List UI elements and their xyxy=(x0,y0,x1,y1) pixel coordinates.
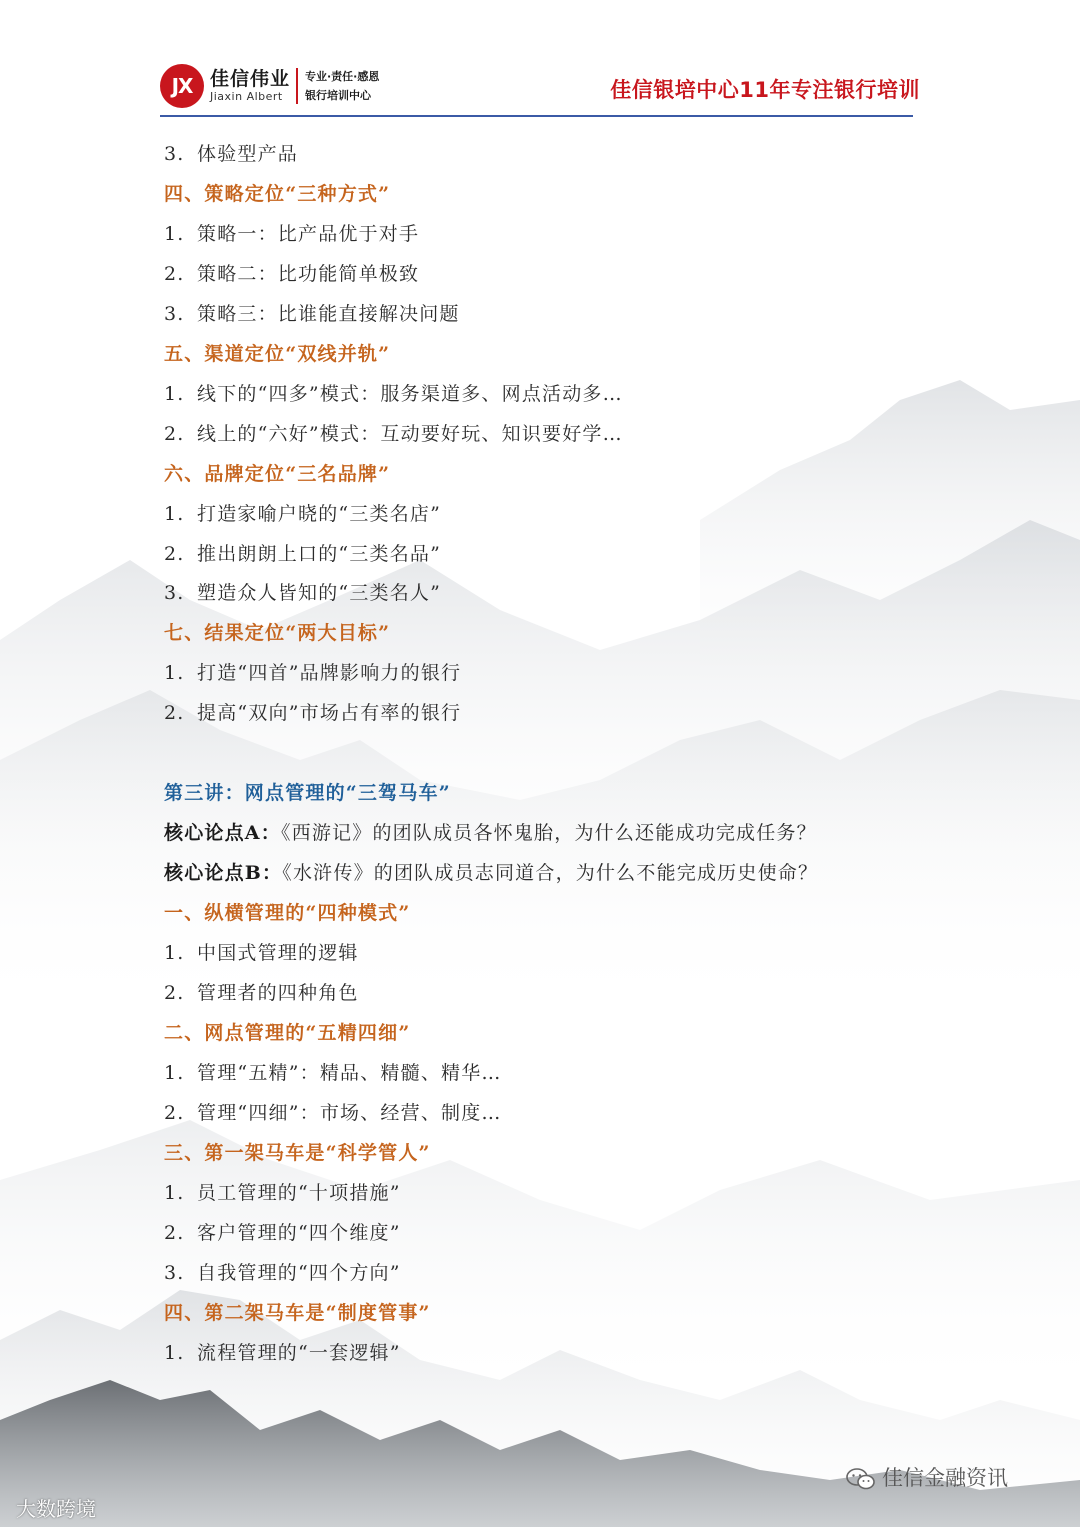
watermark-left: 大数跨境 xyxy=(16,1497,96,1521)
list-item-text: 流程管理的“一套逻辑” xyxy=(197,1341,401,1364)
list-item xyxy=(164,939,359,967)
list-item-number: 2. xyxy=(164,1221,185,1244)
list-item xyxy=(164,699,461,727)
list-item-number: 1. xyxy=(164,662,185,685)
list-item-number: 3. xyxy=(164,302,185,325)
list-item-text: 提高“双向”市场占有率的银行 xyxy=(197,702,462,725)
list-item-number: 1. xyxy=(164,1341,185,1364)
watermark-right-text: 佳信金融资讯 xyxy=(882,1466,1008,1490)
section-heading: 五、渠道定位“双线并轨” xyxy=(164,342,391,365)
list-item-text: 管理者的四种角色 xyxy=(197,981,359,1004)
list-item-text: 管理“五精”：精品、精髓、精华… xyxy=(197,1061,502,1084)
core-argument-text: 《水浒传》的团队成员志同道合，为什么不能完成历史使命？ xyxy=(282,862,819,885)
list-item-text: 策略一：比产品优于对手 xyxy=(197,222,420,245)
list-item-text: 策略三：比谁能直接解决问题 xyxy=(197,302,460,325)
slogan-line-1: 专业·责任·感恩 xyxy=(305,70,380,83)
list-item xyxy=(164,579,441,607)
section-heading: 一、纵横管理的“四种模式” xyxy=(164,902,411,925)
list-item-number: 2. xyxy=(164,981,185,1004)
slogan-line-2: 银行培训中心 xyxy=(305,89,371,102)
list-item xyxy=(164,1219,401,1247)
list-item-number: 2. xyxy=(164,542,185,565)
list-item-number: 2. xyxy=(164,422,185,445)
section-heading: 二、网点管理的“五精四细” xyxy=(164,1021,411,1044)
list-item-number: 2. xyxy=(164,702,185,725)
list-item-text: 策略二：比功能简单极致 xyxy=(197,262,420,285)
wechat-icon xyxy=(846,1468,876,1490)
header-divider xyxy=(160,115,913,117)
section-heading: 六、品牌定位“三名品牌” xyxy=(164,462,391,485)
list-item xyxy=(164,1059,502,1087)
list-item-text: 员工管理的“十项措施” xyxy=(197,1181,401,1204)
list-item-text: 线下的“四多”模式：服务渠道多、网点活动多… xyxy=(197,382,623,405)
section-heading: 三、第一架马车是“科学管人” xyxy=(164,1141,431,1164)
logo-divider xyxy=(296,68,298,104)
list-item-number: 2. xyxy=(164,262,185,285)
list-item-text: 自我管理的“四个方向” xyxy=(197,1261,401,1284)
list-item xyxy=(164,659,461,687)
section-heading: 四、策略定位“三种方式” xyxy=(164,182,391,205)
list-item-number: 3. xyxy=(164,143,185,165)
core-argument xyxy=(164,859,818,887)
core-argument-label: 核心论点B： xyxy=(164,862,283,885)
list-item-number: 1. xyxy=(164,502,185,525)
list-item-number: 1. xyxy=(164,222,185,245)
list-item xyxy=(164,420,623,448)
logo-name: 佳信伟业 xyxy=(210,68,291,90)
list-item-text: 打造“四首”品牌影响力的银行 xyxy=(197,662,462,685)
list-item xyxy=(164,1259,401,1287)
jx-logo-icon: JX xyxy=(160,64,204,108)
core-argument xyxy=(164,819,817,847)
list-item xyxy=(164,1339,401,1367)
list-item xyxy=(164,540,441,568)
list-item-text: 打造家喻户晓的“三类名店” xyxy=(197,502,442,525)
logo-english-name: Jiaxin Albert xyxy=(210,90,283,103)
list-item xyxy=(164,260,419,288)
list-item xyxy=(164,979,359,1007)
list-item-text: 推出朗朗上口的“三类名品” xyxy=(197,542,442,565)
list-item-text: 体验型产品 xyxy=(197,143,299,165)
list-item-text: 塑造众人皆知的“三类名人” xyxy=(197,582,442,605)
list-item xyxy=(164,300,460,328)
list-item xyxy=(164,1099,502,1127)
list-item xyxy=(164,220,419,248)
core-argument-label: 核心论点A： xyxy=(164,822,281,845)
watermark-right xyxy=(846,1462,1008,1492)
list-item xyxy=(164,1179,401,1207)
list-item-number: 1. xyxy=(164,1061,185,1084)
list-item-number: 1. xyxy=(164,1181,185,1204)
core-argument-text: 《西游记》的团队成员各怀鬼胎，为什么还能成功完成任务？ xyxy=(280,822,817,845)
list-item-number: 3. xyxy=(164,582,185,605)
list-item-number: 2. xyxy=(164,1101,185,1124)
list-item-number: 1. xyxy=(164,942,185,964)
section-heading: 四、第二架马车是“制度管事” xyxy=(164,1301,431,1324)
list-item-text: 中国式管理的逻辑 xyxy=(197,942,359,964)
list-item-text: 线上的“六好”模式：互动要好玩、知识要好学… xyxy=(197,422,623,445)
list-item-number: 3. xyxy=(164,1261,185,1284)
list-item xyxy=(164,140,298,168)
list-item xyxy=(164,380,623,408)
section-heading: 七、结果定位“两大目标” xyxy=(164,622,391,645)
list-item xyxy=(164,500,441,528)
list-item-number: 1. xyxy=(164,382,185,405)
lecture-heading: 第三讲：网点管理的“三驾马车” xyxy=(164,782,451,805)
list-item-text: 客户管理的“四个维度” xyxy=(197,1221,401,1244)
list-item-text: 管理“四细”：市场、经营、制度… xyxy=(197,1101,502,1124)
page-header xyxy=(160,60,920,116)
header-tagline: 佳信银培中心11年专注银行培训 xyxy=(610,78,920,102)
